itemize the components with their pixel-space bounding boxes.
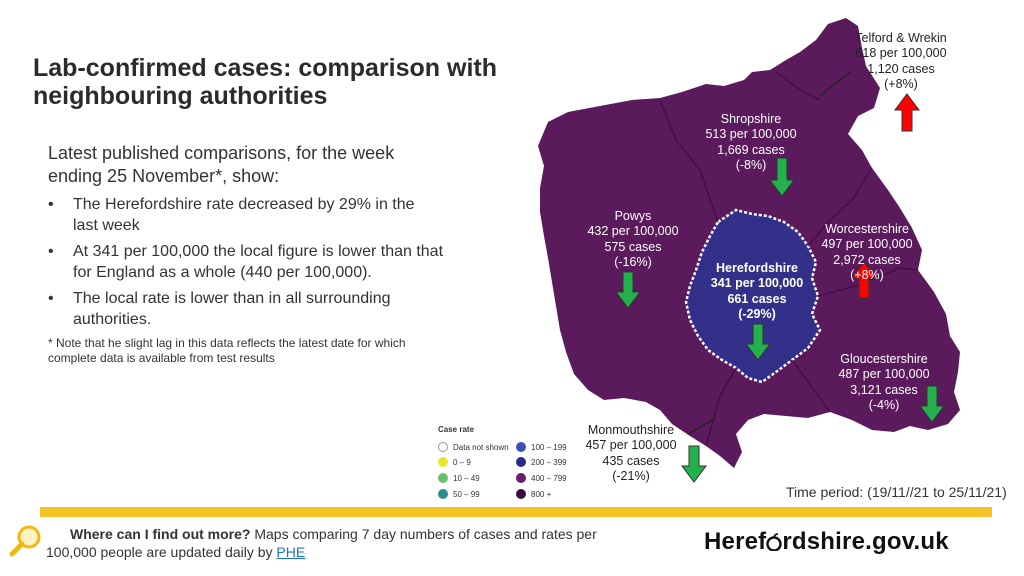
legend-label: 100 – 199 [531,442,567,452]
region-rate: 513 per 100,000 [705,127,797,142]
region-rate: 457 per 100,000 [585,438,677,453]
legend-item [516,473,567,483]
phe-link[interactable]: PHE [276,544,306,560]
legend-label: 200 – 399 [531,457,567,467]
region-name: Monmouthshire [587,423,675,437]
legend-swatch [438,473,448,483]
intro-text: Latest published comparisons, for the week ending 25 November*, show: [48,143,395,186]
region-rate: 497 per 100,000 [821,237,913,252]
region-cases: 575 cases [604,239,662,254]
legend-swatch [516,442,526,452]
region-change: (-8%) [735,157,767,172]
region-change: (+8%) [884,76,918,91]
region-change: (+8%) [850,267,884,282]
bullet-marker: • [48,290,54,307]
time-period: Time period: (19/11//21 to 25/11/21) [786,484,1007,500]
monmouthshire-label [570,423,692,484]
herefordshire-label [696,261,818,322]
region-name: Gloucestershire [840,352,928,366]
region-name: Herefordshire [716,261,798,275]
bullet-text: The local rate is lower than in all surrounding authorities. [73,290,391,328]
region-change: (-4%) [868,397,900,412]
legend-swatch [516,489,526,499]
bullet-marker: • [48,243,54,260]
footer-body: Maps comparing 7 day numbers of cases and rates per 100,000 people are updated daily by [46,526,597,560]
region-name: Shropshire [720,112,782,126]
herefordshire-logo[interactable] [704,528,949,556]
region-name: Powys [614,209,652,223]
region-change: (-29%) [738,306,776,321]
region-name: Worcestershire [825,222,909,236]
region-change: (-21%) [612,468,650,483]
up-arrow-icon [895,94,919,131]
logo-text-end: rdshire.gov.uk [782,528,949,555]
page-title: Lab-confirmed cases: comparison with neighbouring authorities [33,54,497,110]
region-cases: 661 cases [727,291,787,306]
legend-item [438,442,509,452]
accent-bar [40,507,992,517]
legend-swatch [516,457,526,467]
powys-label [572,209,694,270]
bullet-text: At 341 per 100,000 the local figure is lower than that for England as a whole (440 per 100,000). [73,243,444,281]
footer-text [46,525,646,561]
region-cases: 2,972 cases [833,252,901,267]
legend-swatch [438,442,448,452]
legend-label: 0 – 9 [453,457,471,467]
legend-label: 400 – 799 [531,473,567,483]
logo-text-start: Heref [704,528,767,555]
region-change: (-16%) [614,254,652,269]
legend-item [438,489,480,499]
legend-swatch [438,489,448,499]
footer-question: Where can I find out more? [70,526,251,542]
case-rate-legend [438,425,588,499]
bullet-marker: • [48,196,54,213]
region-cases: 3,121 cases [850,382,918,397]
legend-label: Data not shown [453,442,509,452]
worcestershire-label [806,222,928,283]
legend-label: 50 – 99 [453,489,480,499]
region-cases: 1,120 cases [867,61,935,76]
legend-item [438,473,480,483]
legend-item [516,457,567,467]
region-cases: 1,669 cases [717,142,785,157]
shropshire-label [690,112,812,173]
legend-swatch [438,457,448,467]
region-rate: 487 per 100,000 [838,367,930,382]
region-rate: 618 per 100,000 [855,46,947,61]
legend-label: 800 + [531,489,552,499]
apple-icon [766,530,782,546]
region-rate: 432 per 100,000 [587,224,679,239]
region-name: Telford & Wrekin [855,31,947,45]
region-cases: 435 cases [602,453,660,468]
region-rate: 341 per 100,000 [710,276,804,291]
gloucestershire-label [823,352,945,413]
telford-label [840,31,962,92]
legend-swatch [516,473,526,483]
footnote: * Note that he slight lag in this data reflects the latest date for which complete data is available from test results [48,336,406,365]
legend-label: 10 – 49 [453,473,480,483]
legend-item [438,457,471,467]
legend-item [516,442,567,452]
legend-title: Case rate [438,425,475,434]
bullet-text: The Herefordshire rate decreased by 29% in the last week [73,196,415,234]
magnifier-icon [8,524,44,558]
legend-item [516,489,551,499]
